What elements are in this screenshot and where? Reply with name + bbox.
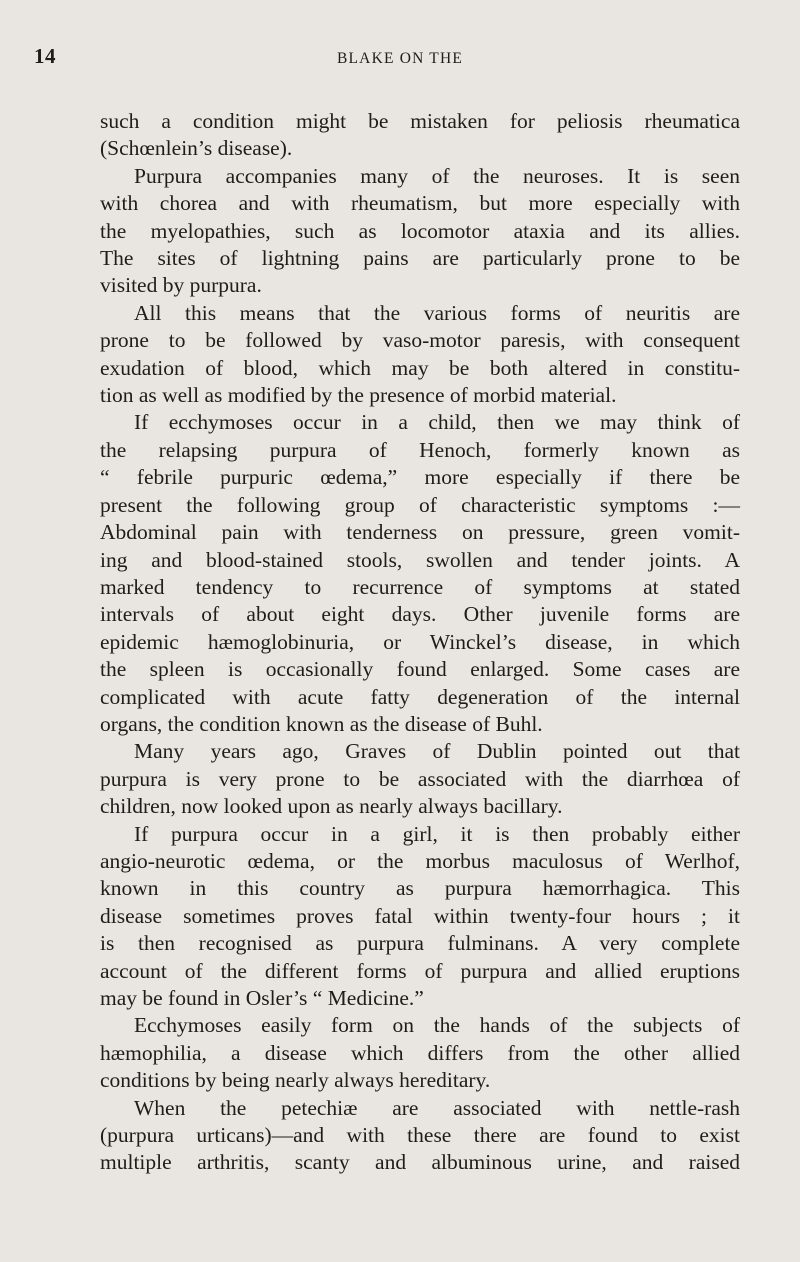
text-line: Ecchymoses easily form on the hands of the subjects of bbox=[134, 1013, 740, 1038]
text-line: organs, the condition known as the disease of Buhl. bbox=[100, 711, 543, 736]
running-head: BLAKE ON THE bbox=[336, 50, 464, 67]
text-line: present the following group of characteristic symptoms :— bbox=[100, 492, 740, 517]
text-line: the relapsing purpura of Henoch, formerly known as bbox=[100, 437, 740, 462]
text-line: “ febrile purpuric œdema,” more especially if there be bbox=[100, 465, 740, 490]
text-line: the myelopathies, such as locomotor ataxia and its allies. bbox=[100, 218, 740, 243]
text-line: When the petechiæ are associated with nettle-rash bbox=[134, 1095, 740, 1120]
text-line: marked tendency to recurrence of symptoms at stated bbox=[100, 574, 740, 599]
text-line: multiple arthritis, scanty and albuminous urine, and raised bbox=[100, 1150, 740, 1175]
text-line: exudation of blood, which may be both altered in constitu- bbox=[100, 355, 740, 380]
text-line: (Schœnlein’s disease). bbox=[100, 136, 293, 161]
text-line: (purpura urticans)—and with these there are found to exist bbox=[100, 1123, 740, 1148]
body-text bbox=[100, 108, 740, 1177]
text-line: hæmophilia, a disease which differs from the other allied bbox=[100, 1040, 740, 1065]
text-line: known in this country as purpura hæmorrhagica. This bbox=[100, 876, 740, 901]
text-line: If purpura occur in a girl, it is then probably either bbox=[134, 821, 740, 846]
text-line: Many years ago, Graves of Dublin pointed out that bbox=[134, 739, 740, 764]
text-line: may be found in Osler’s “ Medicine.” bbox=[100, 986, 424, 1010]
text-line: Purpura accompanies many of the neuroses. It is seen bbox=[134, 163, 740, 188]
text-line: visited by purpura. bbox=[100, 273, 262, 298]
text-line: angio-neurotic œdema, or the morbus maculosus of Werlhof, bbox=[100, 848, 740, 873]
text-line: the spleen is occasionally found enlarged. Some cases are bbox=[100, 657, 740, 682]
text-line: epidemic hæmoglobinuria, or Winckel’s disease, in which bbox=[100, 629, 740, 654]
text-line: Abdominal pain with tenderness on pressure, green vomit- bbox=[100, 520, 740, 545]
text-line: If ecchymoses occur in a child, then we may think of bbox=[134, 410, 740, 435]
text-line: purpura is very prone to be associated with the diarrhœa of bbox=[100, 766, 740, 791]
text-line: complicated with acute fatty degeneration of the internal bbox=[100, 684, 740, 709]
text-line: children, now looked upon as nearly always bacillary. bbox=[100, 794, 563, 819]
text-line: disease sometimes proves fatal within twenty-four hours ; it bbox=[100, 903, 740, 928]
text-line: The sites of lightning pains are particularly prone to be bbox=[100, 246, 740, 271]
text-line: tion as well as modified by the presence of morbid material. bbox=[100, 383, 617, 408]
text-line: with chorea and with rheumatism, but more especially with bbox=[100, 191, 740, 216]
text-line: All this means that the various forms of neuritis are bbox=[134, 300, 740, 325]
text-line: such a condition might be mistaken for peliosis rheumatica bbox=[100, 109, 740, 133]
text-line: is then recognised as purpura fulminans. A very complete bbox=[100, 931, 740, 956]
text-line: account of the different forms of purpura and allied eruptions bbox=[100, 958, 740, 983]
page-number: 14 bbox=[34, 44, 56, 68]
text-line: prone to be followed by vaso-motor paresis, with consequent bbox=[100, 328, 740, 353]
text-line: intervals of about eight days. Other juvenile forms are bbox=[100, 602, 740, 627]
text-line: conditions by being nearly always hereditary. bbox=[100, 1068, 491, 1093]
text-line: ing and blood-stained stools, swollen and tender joints. A bbox=[100, 547, 740, 572]
